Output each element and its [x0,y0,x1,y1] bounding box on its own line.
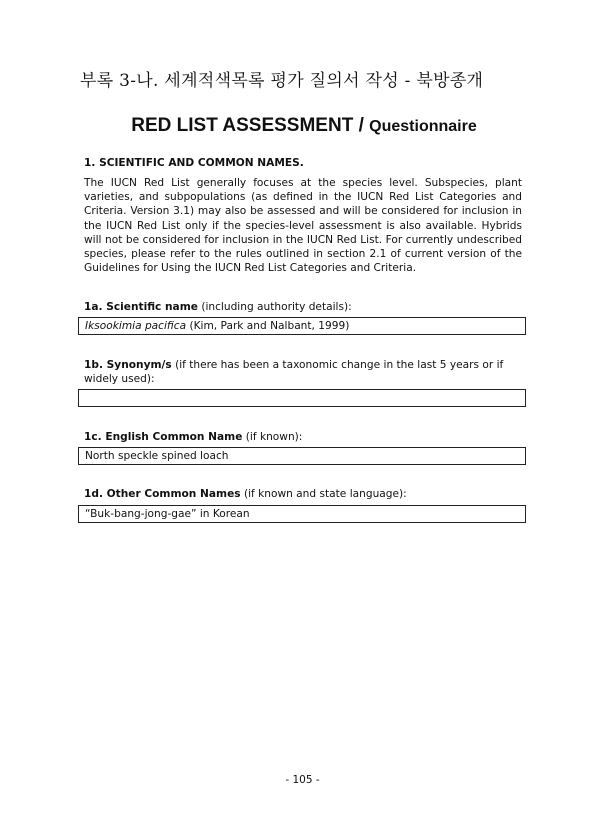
appendix-header: 부록 3-나. 세계적색목록 평가 질의서 작성 - 북방종개 [80,71,484,91]
field-1a-box[interactable] [78,317,526,335]
document-title [80,115,528,137]
field-1c-box[interactable] [78,447,526,465]
field-1c-label [84,430,524,444]
field-1d-box[interactable] [78,505,526,523]
field-1c-label-rest: (if known): [245,431,303,443]
field-1a-label-rest: (including authority details): [201,301,352,313]
scientific-name-authority: (Kim, Park and Nalbant, 1999) [189,320,350,332]
title-main: RED LIST ASSESSMENT / [131,115,364,136]
field-1d-label-bold: 1d. Other Common Names [84,488,241,500]
scientific-name-italic: Iksookimia pacifica [85,320,187,332]
field-1d-label-rest: (if known and state language): [243,488,407,500]
field-1b-box[interactable] [78,389,526,407]
field-1b-label-bold: 1b. Synonym/s [84,359,172,371]
section-1-body: The IUCN Red List generally focuses at the species level. Subspecies, plant varieties, and subpopulations (as defined in the IUCN Red List Categories and Criteria. Version 3.1) may also be assessed and will be considered for inclusion in the IUCN Red List only if the species-level assessment is also available. Hybrids will not be considered for inclusion in the IUCN Red List. For currently undescribed species, please refer to the rules outlined in section 2.1 of current version of the Guidelines for Using the IUCN Red List Categories and Criteria. [84,177,522,275]
field-1c-label-bold: 1c. English Common Name [84,431,243,443]
field-1b-label [84,358,524,386]
field-1a-label-bold: 1a. Scientific name [84,301,198,313]
field-1a-label [84,300,524,314]
field-1b-label-rest: (if there has been a taxonomic change in the last 5 years or if widely used): [84,359,504,386]
page-number: - 105 - [285,774,320,786]
title-sub: Questionnaire [369,118,477,135]
other-common-names-value: “Buk-bang-jong-gae” in Korean [85,508,250,520]
field-1d-label [84,487,524,501]
section-1-heading: 1. SCIENTIFIC AND COMMON NAMES. [84,157,304,169]
english-common-name-value: North speckle spined loach [85,450,229,462]
